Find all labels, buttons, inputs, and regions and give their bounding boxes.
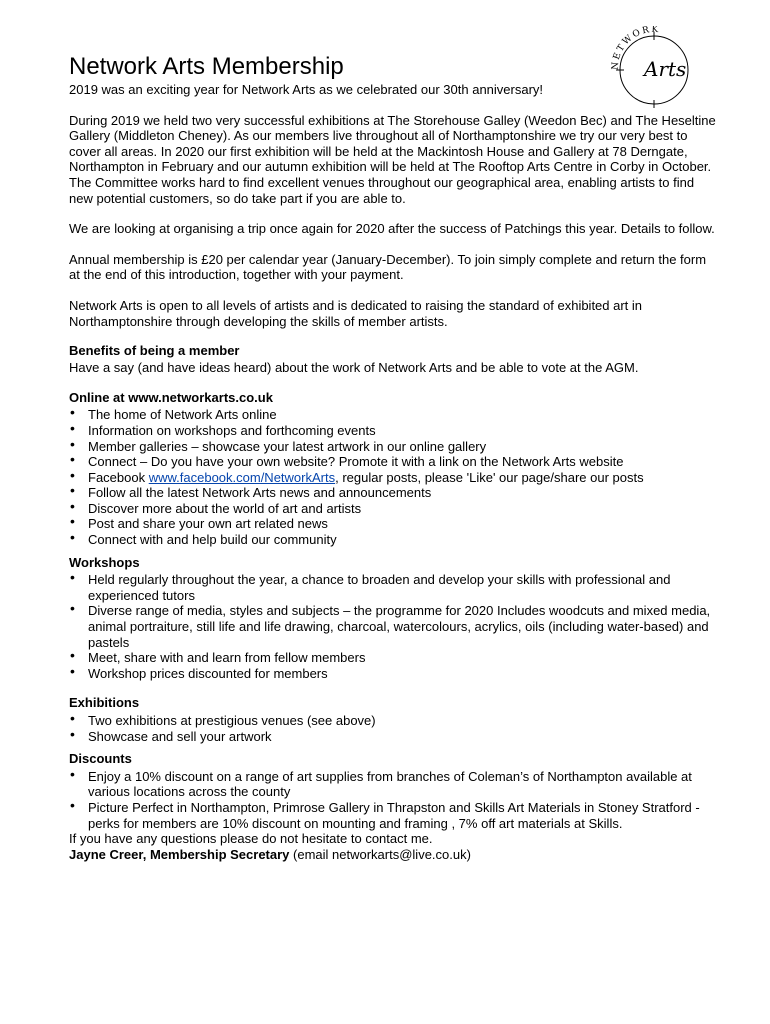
list-item: • Enjoy a 10% discount on a range of art supplies from branches of Coleman’s of Northampton available at various locations across the county [69, 769, 719, 800]
workshops-heading: Workshops [69, 554, 140, 570]
open-paragraph: Network Arts is open to all levels of artists and is dedicated to raising the standard of exhibited art in Northamptonshire through developing the skills of member artists. [69, 297, 643, 329]
membership-paragraph: Annual membership is £20 per calendar year (January-December). To join simply complete and return the form at the end of this introduction, together with your payment. [69, 251, 707, 283]
online-heading: Online at www.networkarts.co.uk [69, 389, 273, 405]
list-item: • Discover more about the world of art and artists [69, 501, 719, 517]
list-item: • Member galleries – showcase your latest artwork in our online gallery [69, 439, 719, 455]
facebook-link[interactable]: www.facebook.com/NetworkArts [148, 469, 336, 485]
list-item: • Connect with and help build our community [69, 532, 719, 548]
online-list [69, 407, 719, 547]
page-title: Network Arts Membership [69, 53, 344, 80]
trip-paragraph: We are looking at organising a trip once again for 2020 after the success of Patchings this year. Details to follow. [69, 221, 715, 237]
list-item: • Two exhibitions at prestigious venues (see above) [69, 713, 719, 729]
exhibitions-heading: Exhibitions [69, 695, 140, 711]
list-item: • Showcase and sell your artwork [69, 729, 719, 745]
facebook-prefix: Facebook [88, 469, 149, 485]
logo-script-text: Arts [644, 57, 687, 81]
workshops-list [69, 572, 719, 681]
signature [69, 847, 719, 863]
signature-name: Jayne Creer, Membership Secretary [69, 846, 290, 862]
benefits-heading: Benefits of being a member [69, 343, 240, 359]
list-item-facebook [69, 470, 719, 486]
list-item: • Picture Perfect in Northampton, Primrose Gallery in Thrapston and Skills Art Materials in Stoney Stratford - perks for members are 10% discount on mounting and framing , 7% off art materials at Skills. [69, 800, 719, 831]
exhibitions-paragraph: During 2019 we held two very successful exhibitions at The Storehouse Galley (Weedon Bec) and The Heseltine Gallery (Middleton Cheney). As our members live throughout all of Northamptonshire we try our very best to cover all areas. In 2020 our first exhibition will be held at the Mackintosh House and Gallery at 78 Derngate, Northampton in February and our autumn exhibition will be held at The Rooftop Arts Centre in Corby in October. The Committee works hard to find excellent venues throughout our geographical area, enabling artists to find new potential customers, so do take part if you are able to. [69, 112, 716, 206]
list-item: • Connect – Do you have your own website? Promote it with a link on the Network Arts website [69, 454, 719, 470]
list-item: • The home of Network Arts online [69, 407, 719, 423]
signature-email: (email networkarts@live.co.uk) [289, 846, 471, 862]
document-body [69, 52, 719, 862]
logo-arc-text: NETWORK [610, 26, 661, 71]
exhibitions-list [69, 713, 719, 744]
closing-text: If you have any questions please do not hesitate to contact me. [69, 831, 433, 847]
benefits-text: Have a say (and have ideas heard) about the work of Network Arts and be able to vote at the AGM. [69, 359, 639, 375]
discounts-list [69, 769, 719, 831]
list-item: • Held regularly throughout the year, a chance to broaden and develop your skills with professional and experienced tutors [69, 572, 719, 603]
list-item: • Follow all the latest Network Arts news and announcements [69, 485, 719, 501]
discounts-heading: Discounts [69, 751, 132, 767]
intro-paragraph: 2019 was an exciting year for Network Arts as we celebrated our 30th anniversary! [69, 82, 544, 97]
list-item: • Diverse range of media, styles and subjects – the programme for 2020 Includes woodcuts and mixed media, animal portraiture, still life and life drawing, charcoal, watercolours, acrylics, oils (including water-based) and pastels [69, 603, 719, 650]
list-item: • Information on workshops and forthcoming events [69, 423, 719, 439]
facebook-suffix: , regular posts, please 'Like' our page/share our posts [335, 469, 644, 485]
list-item: • Post and share your own art related news [69, 516, 719, 532]
list-item: • Meet, share with and learn from fellow members [69, 650, 719, 666]
list-item: • Workshop prices discounted for members [69, 666, 719, 682]
